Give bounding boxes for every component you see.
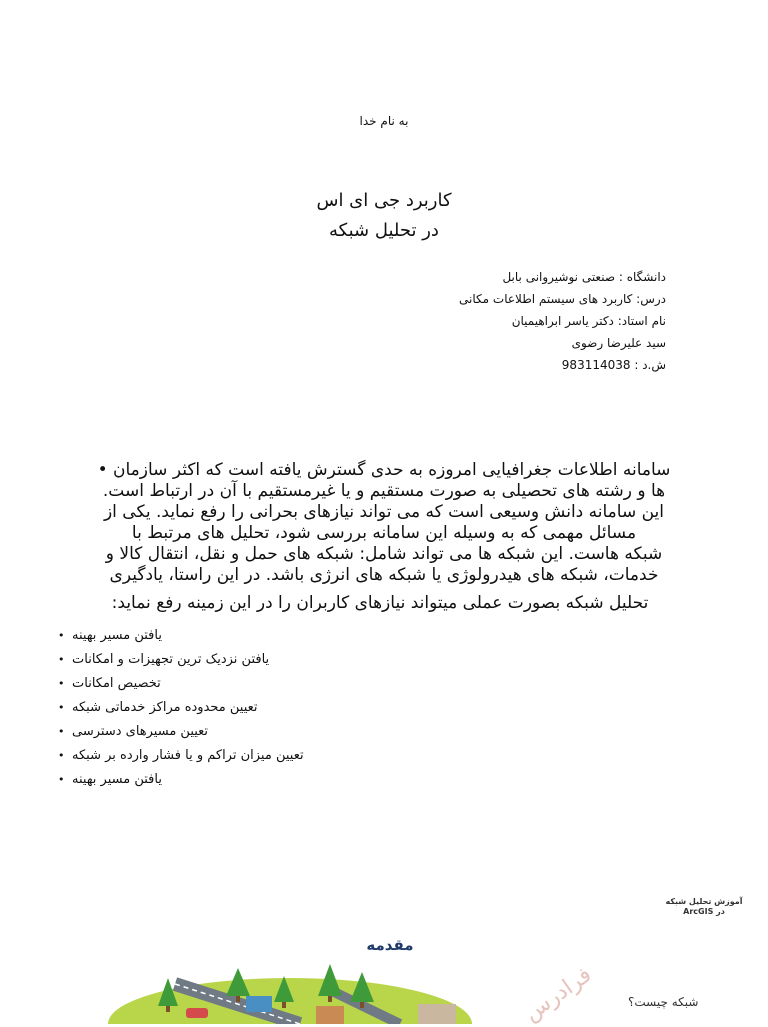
bullet-icon: • bbox=[58, 773, 65, 786]
course-line: درس: کاربرد های سیستم اطلاعات مکانی bbox=[459, 292, 666, 306]
list-item-text: تعیین محدوده مراکز خدماتی شبکه bbox=[72, 700, 258, 715]
university-line: دانشگاه : صنعتی نوشیروانی بابل bbox=[502, 270, 666, 284]
list-item-text: تخصیص امکانات bbox=[72, 676, 161, 691]
bullet-icon: • bbox=[58, 749, 65, 762]
bullet-icon: • bbox=[58, 725, 65, 738]
list-item-text: یافتن مسیر بهینه bbox=[72, 628, 162, 643]
list-item bbox=[58, 624, 304, 648]
bullet-icon: • bbox=[58, 701, 65, 714]
city-network-illustration bbox=[100, 950, 480, 1024]
greeting-text: به نام خدا bbox=[359, 114, 409, 128]
thumbnail-caption-line2: در ArcGIS bbox=[683, 907, 725, 916]
thumbnail-question: شبکه چیست؟ bbox=[628, 995, 699, 1009]
list-item-text: تعیین مسیرهای دسترسی bbox=[72, 724, 209, 739]
bullet-icon: • bbox=[58, 677, 65, 690]
author-info-block bbox=[459, 266, 666, 376]
list-item bbox=[58, 768, 304, 792]
student-id-line: ش.د : 983114038 bbox=[561, 358, 666, 372]
list-item bbox=[58, 648, 304, 672]
car-icon bbox=[186, 1008, 208, 1018]
list-item-text: یافتن نزدیک ترین تجهیزات و امکانات bbox=[72, 652, 270, 667]
list-item bbox=[58, 672, 304, 696]
professor-line: نام استاد: دکتر یاسر ابراهیمیان bbox=[511, 314, 666, 328]
intro-paragraph bbox=[68, 460, 700, 586]
list-item bbox=[58, 696, 304, 720]
intro-line: مسائل مهمی که به وسیله این سامانه بررسی شود، تحلیل های مرتبط با bbox=[131, 523, 637, 543]
capabilities-list bbox=[58, 624, 304, 792]
building-icon bbox=[246, 996, 272, 1012]
building-icon bbox=[316, 1006, 344, 1024]
thumbnail-caption-line1: آموزش تحلیل شبکه bbox=[665, 897, 743, 906]
list-item-text: تعیین میزان تراکم و یا فشار وارده بر شبکه bbox=[72, 748, 304, 763]
list-item bbox=[58, 744, 304, 768]
intro-line: سامانه اطلاعات جغرافیایی امروزه به حدی گسترش یافته است که اکثر سازمان • bbox=[68, 460, 700, 481]
document-title-line2: در تحلیل شبکه bbox=[329, 220, 439, 241]
intro-line: شبکه هاست. این شبکه ها می تواند شامل: شبکه های حمل و نقل، انتقال کالا و bbox=[105, 544, 663, 564]
list-subheading: تحلیل شبکه بصورت عملی میتواند نیازهای کاربران را در این زمینه رفع نماید: bbox=[111, 593, 649, 613]
bullet-icon: • bbox=[58, 629, 65, 642]
intro-line: این سامانه دانش وسیعی است که می تواند نیازهای بحرانی را رفع نماید. یکی از bbox=[103, 502, 665, 522]
student-name-line: سید علیرضا رضوی bbox=[571, 336, 666, 350]
list-item bbox=[58, 720, 304, 744]
list-item-text: یافتن مسیر بهینه bbox=[72, 772, 162, 787]
thumbnail-title: مقدمه bbox=[366, 936, 414, 954]
building-icon bbox=[418, 1004, 456, 1024]
watermark-text: فرادرس bbox=[519, 962, 597, 1027]
intro-line: ها و رشته های تحصیلی به صورت مستقیم و یا غیرمستقیم با آن در ارتباط است. bbox=[102, 481, 666, 501]
intro-line: خدمات، شبکه های هیدرولوژی یا شبکه های انرژی باشد. در این راستا، یادگیری bbox=[109, 565, 659, 585]
document-title-line1: کاربرد جی ای اس bbox=[316, 190, 452, 211]
thumbnail-caption bbox=[664, 897, 744, 917]
bullet-icon: • bbox=[58, 653, 65, 666]
